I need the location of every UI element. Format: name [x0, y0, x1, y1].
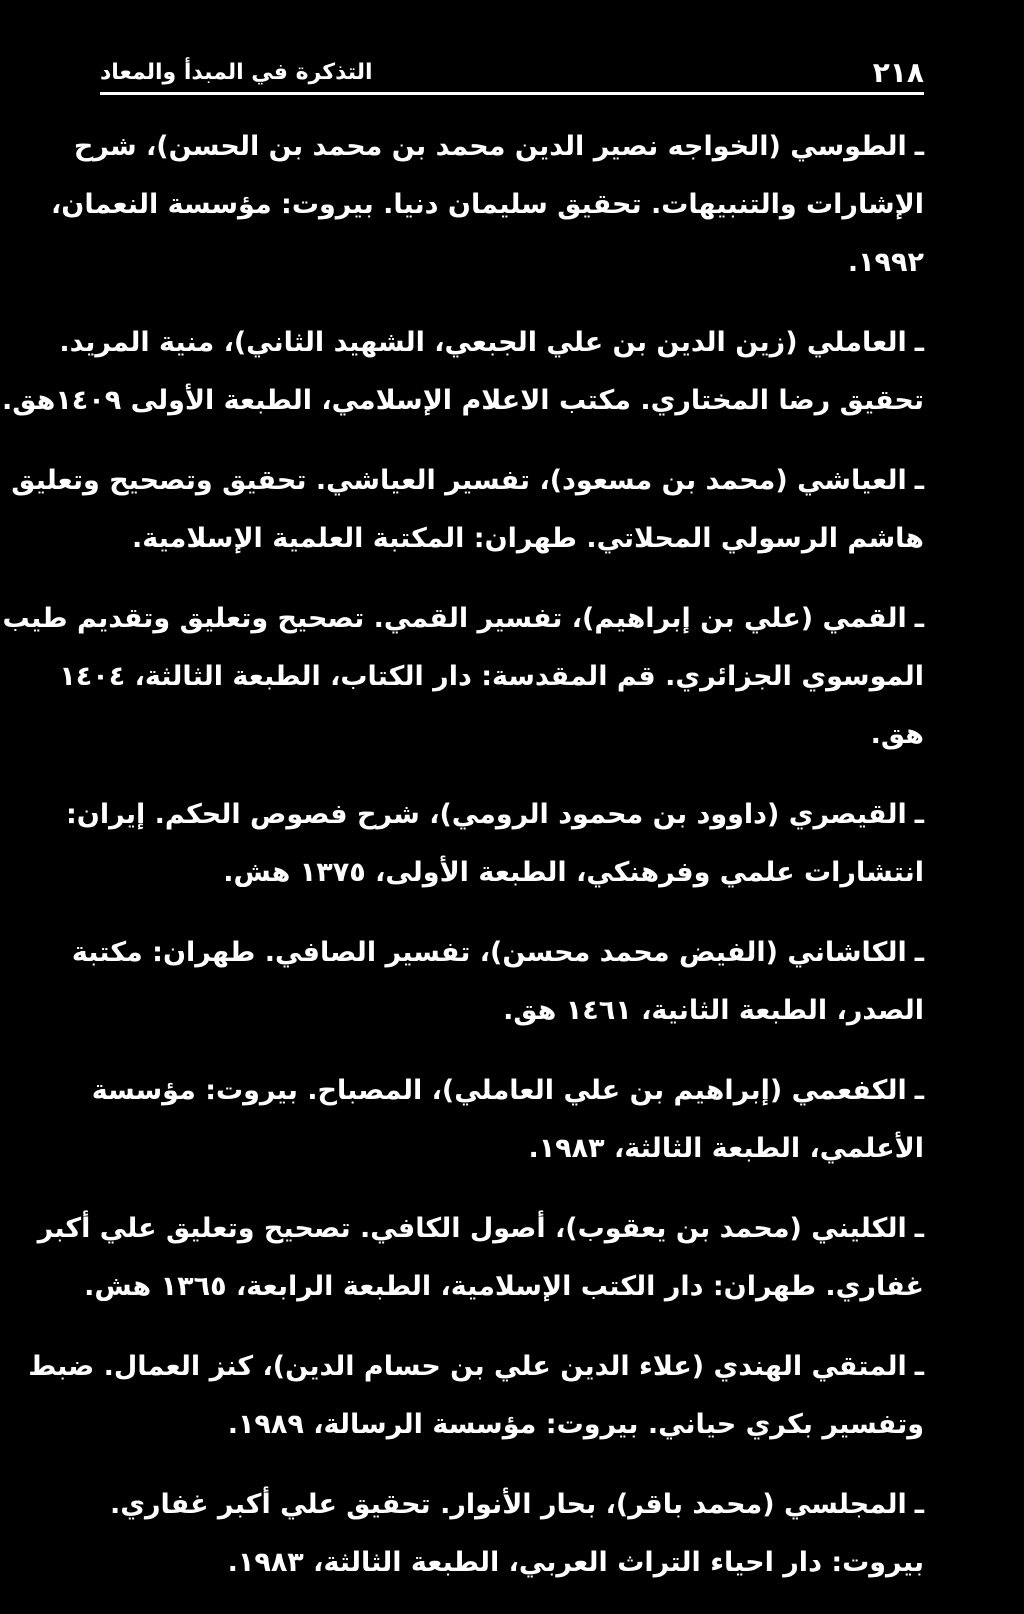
bibliography-list — [1, 118, 924, 1614]
entry-text: هق. — [870, 719, 924, 750]
entry-line — [100, 1476, 924, 1534]
list-dash: ـ — [914, 1351, 924, 1382]
entry-text: المتقي الهندي (علاء الدين علي بن حسام الدين)، كنز العمال. ضبط — [28, 1351, 907, 1382]
entry-line — [73, 118, 924, 176]
bibliography-entry — [1, 314, 924, 430]
entry-line — [71, 924, 924, 982]
entry-line — [84, 1258, 924, 1316]
entry-text: الإشارات والتنبيهات. تحقيق سليمان دنيا. بيروت: مؤسسة النعمان، — [51, 189, 924, 220]
header-rule — [100, 92, 924, 95]
entry-text: بيروت: دار احياء التراث العربي، الطبعة الثالثة، ١٩٨٣. — [227, 1547, 924, 1578]
entry-line — [100, 1534, 924, 1592]
list-dash: ـ — [914, 937, 924, 968]
bibliography-entry — [2, 590, 924, 764]
entry-line — [65, 786, 924, 844]
bibliography-entry — [100, 1476, 924, 1592]
entry-line — [100, 982, 924, 1040]
bibliography-entry — [71, 924, 924, 1040]
entry-line — [11, 452, 924, 510]
list-dash: ـ — [914, 1075, 924, 1106]
entry-line — [51, 176, 924, 234]
entry-text: وتفسير بكري حياني. بيروت: مؤسسة الرسالة، ١٩٨٩. — [227, 1409, 924, 1440]
list-dash: ـ — [914, 1489, 924, 1520]
entry-line — [100, 1396, 924, 1454]
entry-line — [59, 314, 924, 372]
list-dash: ـ — [914, 1213, 924, 1244]
entry-text: هاشم الرسولي المحلاتي. طهران: المكتبة العلمية الإسلامية. — [132, 523, 924, 554]
bibliography-entry — [11, 452, 924, 568]
page-header — [100, 50, 924, 94]
list-dash: ـ — [914, 603, 924, 634]
bibliography-entry — [65, 786, 924, 902]
list-dash: ـ — [914, 327, 924, 358]
bibliography-entry — [91, 1062, 924, 1178]
entry-text: تحقيق رضا المختاري. مكتب الاعلام الإسلامي، الطبعة الأولى ١٤٠٩هق. — [1, 385, 924, 416]
bibliography-entry — [51, 118, 924, 292]
entry-line — [1, 372, 924, 430]
entry-text: القيصري (داوود بن محمود الرومي)، شرح فصوص الحكم. إيران: — [65, 799, 907, 830]
entry-text: الكاشاني (الفيض محمد محسن)، تفسير الصافي. طهران: مكتبة — [71, 937, 907, 968]
bibliography-entry — [37, 1200, 924, 1316]
entry-line — [100, 1120, 924, 1178]
bibliography-entry — [28, 1338, 924, 1454]
entry-text: غفاري. طهران: دار الكتب الإسلامية، الطبعة الرابعة، ١٣٦٥ هش. — [84, 1271, 924, 1302]
entry-text: العياشي (محمد بن مسعود)، تفسير العياشي. تحقيق وتصحيح وتعليق — [11, 465, 907, 496]
entry-text: الموسوي الجزائري. قم المقدسة: دار الكتاب، الطبعة الثالثة، ١٤٠٤ — [59, 661, 924, 692]
entry-text: انتشارات علمي وفرهنكي، الطبعة الأولى، ١٣٧٥ هش. — [223, 857, 924, 888]
entry-line — [37, 1200, 924, 1258]
entry-text: الصدر، الطبعة الثانية، ١٤٦١ هق. — [503, 995, 924, 1026]
entry-text: العاملي (زين الدين بن علي الجبعي، الشهيد الثاني)، منية المريد. — [59, 327, 907, 358]
entry-text: المجلسي (محمد باقر)، بحار الأنوار. تحقيق علي أكبر غفاري. — [109, 1489, 907, 1520]
list-dash: ـ — [914, 465, 924, 496]
entry-line — [100, 844, 924, 902]
list-dash: ـ — [914, 799, 924, 830]
entry-line — [100, 510, 924, 568]
entry-line — [100, 706, 924, 764]
entry-text: الكليني (محمد بن يعقوب)، أصول الكافي. تصحيح وتعليق علي أكبر — [37, 1213, 907, 1244]
entry-line — [28, 1338, 924, 1396]
entry-line — [91, 1062, 924, 1120]
entry-line — [100, 234, 924, 292]
entry-text: الطوسي (الخواجه نصير الدين محمد بن محمد بن الحسن)، شرح — [73, 131, 907, 162]
entry-text: القمي (علي بن إبراهيم)، تفسير القمي. تصحيح وتعليق وتقديم طيب — [2, 603, 907, 634]
entry-text: الكفعمي (إبراهيم بن علي العاملي)، المصباح. بيروت: مؤسسة — [91, 1075, 907, 1106]
page-number: ٢١٨ — [872, 55, 924, 89]
running-title: التذكرة في المبدأ والمعاد — [100, 59, 373, 85]
entry-line — [59, 648, 924, 706]
entry-line — [2, 590, 924, 648]
entry-text: ١٩٩٢. — [847, 247, 924, 278]
entry-text: الأعلمي، الطبعة الثالثة، ١٩٨٣. — [528, 1133, 924, 1164]
list-dash: ـ — [914, 131, 924, 162]
